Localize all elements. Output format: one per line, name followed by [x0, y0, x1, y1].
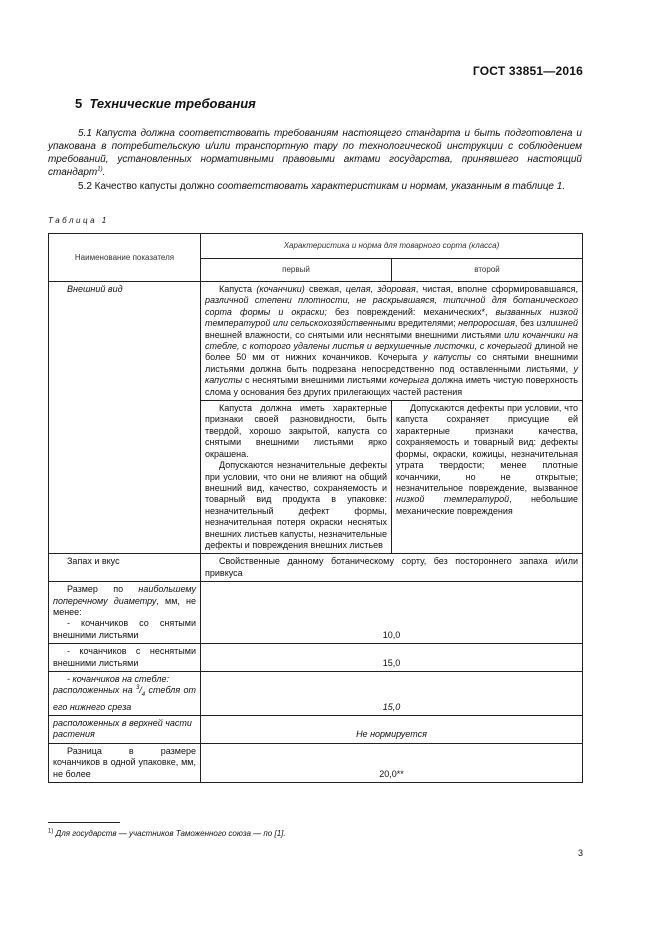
header-grade-first: первый [201, 259, 392, 282]
footnote [48, 829, 286, 838]
row-difference-label: Разница в размере кочанчиков в одной упаковке, мм, не более [49, 743, 201, 782]
paragraph-5-1-end: . [102, 167, 106, 178]
row-appearance-first: Капуста должна иметь характерные признаки своей разновидности, быть твердой, хорошо закрытой, капуста со снятыми внешними листьями ярко окрашена. Допускаются незначительные дефекты при условии, что они не влияют на общий внешний вид, качество, сохраняемость и товарный вид продукта в упаковке: незначительный дефект формы, незначительная потеря окраски неснятых внешних листьев капусты, незначительные дефекты и повреждения внешних листьев [201, 401, 392, 554]
section-number: 5 [75, 96, 83, 111]
row-size-kept-label: - кочанчиков с неснятыми внешними листьями [49, 644, 201, 672]
paragraph-5-1-text: 5.1 Капуста должна соответствовать требованиям настоящего стандарта и быть подготовлена и упакована в потребительскую и/или транспортную тару по технологической инструкции с соблюдением требований, установленных нормативными правовыми актами государства, принявшего настоящий стандарт [48, 128, 582, 178]
header-grade-second: второй [392, 259, 583, 282]
paragraph-5-2 [48, 180, 582, 193]
paragraph-5-2-text-a: 5.2 Качество капусты должно [78, 181, 218, 192]
row-appearance-label: Внешний вид [49, 282, 201, 554]
paragraph-5-1 [48, 127, 582, 179]
header-indicator-name: Наименование показателя [49, 234, 201, 282]
section-title [75, 96, 256, 111]
row-size-stem-value: 15,0 [201, 672, 583, 716]
row-size-stem-label: - кочанчиков на стебле: расположенных на $^3/_4$ стебля от его нижнего среза [49, 672, 201, 716]
footnote-text: Для государств — участников Таможенного союза — по [1]. [53, 829, 286, 838]
row-appearance-common: Капуста (кочанчики) свежая, целая, здоровая, чистая, вполне сформировавшаяся, различной степени плотности, не раскрывшаяся, типичной для ботанического сорта формы и окраски; без повреждений: механических*, вызванных низкой температурой или сельскохозяйственными вредителями; непроросшая, без излишней внешней влажности, со снятыми или неснятыми внешними листьями или кочанчики на стебле, с которого удалены листья и верхушечные листочки, с кочерыгой длиной не более 50 мм от нижних кочанчиков. Кочерыга у капусты со снятыми внешними листьями должна быть подрезана непосредственно под оставленными листьями, у капусты с неснятыми внешними листьями кочерыга должна иметь чистую поверхность слома у основания без других прилегающих частей растения [201, 282, 583, 401]
section-title-text: Технические требования [89, 96, 256, 111]
row-size-removed-value: 10,0 [201, 582, 583, 644]
row-size-upper-label: расположенных в верхней части растения [49, 716, 201, 744]
row-size-upper-value: Не нормируется [201, 716, 583, 744]
footnote-ref: 1) [97, 166, 103, 173]
row-smell-label: Запах и вкус [49, 554, 201, 582]
row-appearance-second: Допускаются дефекты при условии, что капуста сохраняет присущие ей характерные признаки качества, сохраняемость и товарный вид: дефекты формы, окраски, кожицы, незначительная утрата твердости; менее плотные кочанчики, но не открытые; незначительное повреждение, вызванное низкой температурой, небольшие механические повреждения [392, 401, 583, 554]
row-size-label: Размер по наибольшему поперечному диаметру, мм, не менее: - кочанчиков со снятыми внешними листьями [49, 582, 201, 644]
row-size-kept-value: 15,0 [201, 644, 583, 672]
paragraph-5-2-text-b: соответствовать характеристикам и нормам, указанным в таблице 1. [217, 181, 566, 192]
footnote-divider [48, 822, 120, 823]
header-characteristic: Характеристика и норма для товарного сорта (класса) [201, 234, 583, 259]
row-smell-value: Свойственные данному ботаническому сорту, без постороннего запаха и/или привкуса [201, 554, 583, 582]
table-caption: Таблица 1 [48, 216, 109, 225]
document-code: ГОСТ 33851—2016 [472, 64, 583, 78]
requirements-table [48, 233, 583, 783]
footnote-mark: 1) [48, 828, 54, 835]
row-difference-value: 20,0** [201, 743, 583, 782]
page-number: 3 [577, 848, 583, 858]
